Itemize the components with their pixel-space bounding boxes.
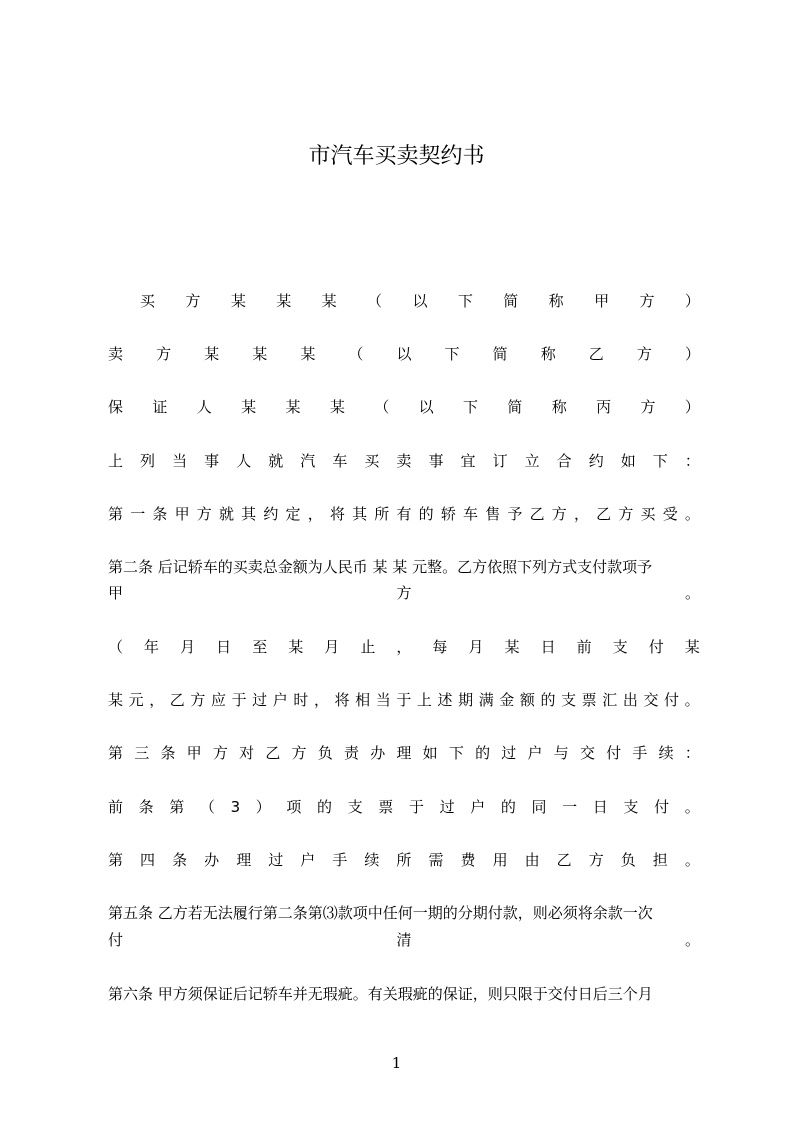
page-number: 1 [391, 1054, 402, 1072]
contract-char: 有 [396, 505, 412, 523]
contract-char: 责 [343, 744, 359, 762]
contract-char: 的 [500, 798, 516, 816]
contract-char: 四 [140, 851, 156, 869]
contract-char: 就 [218, 505, 234, 523]
contract-char: 票 [378, 798, 394, 816]
contract-char: 户 [527, 744, 543, 762]
contract-char: ， [396, 638, 412, 656]
contract-char: 简 [503, 292, 519, 310]
contract-char: 如 [620, 452, 636, 470]
contract-char: 负 [620, 851, 636, 869]
contract-char: 某 [204, 345, 220, 363]
contract-char: 方 [190, 691, 206, 709]
contract-char: 方 [618, 505, 634, 523]
contract-char: ， [313, 691, 329, 709]
contract-char: 办 [204, 851, 220, 869]
contract-char: 支 [561, 691, 577, 709]
contract-char: 卖 [396, 452, 412, 470]
contract-char: 支 [612, 638, 628, 656]
contract-char: 于 [396, 691, 412, 709]
contract-line [108, 929, 700, 951]
contract-char: 条 [138, 798, 154, 816]
contract-char: 甲 [108, 584, 124, 602]
contract-char: 某 [504, 638, 520, 656]
contract-line [108, 343, 700, 365]
contract-char: 前 [576, 638, 592, 656]
contract-char: 乙 [596, 505, 612, 523]
contract-char: 下 [444, 345, 460, 363]
contract-char: 乙 [529, 505, 545, 523]
contract-char: 以 [418, 398, 434, 416]
contract-char: 其 [352, 505, 368, 523]
contract-char: 于 [408, 798, 424, 816]
contract-char: 户 [272, 691, 288, 709]
contract-char: 出 [622, 691, 638, 709]
contract-char: 合 [556, 452, 572, 470]
contract-char: 称 [551, 398, 567, 416]
contract-char: ） [684, 292, 700, 310]
contract-char: 一 [130, 505, 146, 523]
contract-line: 第二条 后记轿车的买卖总金额为人民币 某 某 元整。乙方依照下列方式支付款项予 [108, 558, 653, 576]
contract-char: 负 [317, 744, 333, 762]
contract-char: 列 [140, 452, 156, 470]
contract-char: （ [367, 292, 383, 310]
contract-char: 乙 [169, 691, 185, 709]
contract-char: 证 [152, 398, 168, 416]
contract-char: 方 [588, 851, 604, 869]
contract-char: 方 [291, 744, 307, 762]
contract-char: 前 [108, 798, 124, 816]
contract-char: 的 [475, 744, 491, 762]
contract-char: 交 [579, 744, 595, 762]
contract-char: 就 [268, 452, 284, 470]
contract-char: 买 [364, 452, 380, 470]
contract-char: 的 [317, 798, 333, 816]
contract-char: 3 [230, 798, 241, 816]
contract-char: 方 [156, 345, 172, 363]
contract-char: 称 [548, 292, 564, 310]
contract-char: （ [374, 398, 390, 416]
contract-char: ） [684, 345, 700, 363]
contract-char: 。 [684, 798, 700, 816]
contract-char: 某 [285, 398, 301, 416]
contract-char: 上 [108, 452, 124, 470]
contract-line [108, 582, 700, 604]
contract-char: 轿 [440, 505, 456, 523]
contract-char: ） [255, 798, 271, 816]
contract-char: ： [684, 452, 700, 470]
contract-char: 下 [463, 398, 479, 416]
contract-char: 于 [231, 691, 247, 709]
contract-char: 方 [551, 505, 567, 523]
contract-char: 某 [321, 292, 337, 310]
contract-char: 清 [396, 931, 412, 949]
contract-char: 当 [375, 691, 391, 709]
contract-char: 方 [640, 398, 656, 416]
contract-line: 第六条 甲方须保证后记轿车并无瑕疵。有关瑕疵的保证，则只限于交付日后三个月 [108, 985, 653, 1003]
contract-char: 担 [652, 851, 668, 869]
contract-char: 事 [428, 452, 444, 470]
contract-char: （ [108, 638, 124, 656]
contract-char: 过 [252, 691, 268, 709]
contract-char: 其 [241, 505, 257, 523]
contract-char: 付 [664, 691, 680, 709]
contract-char: 付 [654, 798, 670, 816]
contract-line [108, 742, 700, 764]
contract-char: 支 [623, 798, 639, 816]
contract-char: 受 [662, 505, 678, 523]
contract-char: 条 [160, 744, 176, 762]
contract-char: 定 [285, 505, 301, 523]
contract-char: 用 [492, 851, 508, 869]
contract-char: 事 [204, 452, 220, 470]
contract-char: 约 [588, 452, 604, 470]
contract-char: 元 [128, 691, 144, 709]
contract-char: 理 [236, 851, 252, 869]
contract-line [108, 636, 700, 658]
contract-line [108, 849, 700, 871]
contract-char: 保 [108, 398, 124, 416]
contract-char: 下 [448, 744, 464, 762]
page-title: 市汽车买卖契约书 [308, 144, 485, 169]
contract-char: 相 [355, 691, 371, 709]
contract-char: 。 [684, 851, 700, 869]
contract-char: 乙 [265, 744, 281, 762]
contract-char: 汇 [602, 691, 618, 709]
contract-char: 的 [540, 691, 556, 709]
contract-char: 买 [140, 292, 156, 310]
contract-char: 当 [172, 452, 188, 470]
contract-char: 下 [457, 292, 473, 310]
contract-char: 。 [684, 505, 700, 523]
contract-char: 称 [540, 345, 556, 363]
contract-char: 手 [632, 744, 648, 762]
contract-char: 过 [268, 851, 284, 869]
contract-char: 年 [144, 638, 160, 656]
contract-char: 续 [658, 744, 674, 762]
contract-char: 宜 [460, 452, 476, 470]
contract-char: 三 [134, 744, 150, 762]
contract-char: 车 [463, 505, 479, 523]
contract-char: 甲 [186, 744, 202, 762]
contract-char: 第 [169, 798, 185, 816]
contract-char: 户 [470, 798, 486, 816]
contract-char: 乙 [556, 851, 572, 869]
contract-char: 某 [329, 398, 345, 416]
contract-char: 以 [412, 292, 428, 310]
contract-char: 某 [300, 345, 316, 363]
contract-line [108, 689, 700, 711]
contract-char: 日 [216, 638, 232, 656]
contract-char: 方 [196, 505, 212, 523]
contract-char: 条 [172, 851, 188, 869]
contract-char: 交 [643, 691, 659, 709]
contract-char: 简 [507, 398, 523, 416]
contract-char: 买 [640, 505, 656, 523]
contract-char: 。 [684, 691, 700, 709]
contract-char: 方 [636, 345, 652, 363]
contract-char: 予 [507, 505, 523, 523]
contract-char: 满 [478, 691, 494, 709]
contract-char: 述 [437, 691, 453, 709]
contract-char: 乙 [588, 345, 604, 363]
contract-char: 额 [519, 691, 535, 709]
contract-char: 将 [334, 691, 350, 709]
contract-char: ， [307, 505, 323, 523]
contract-char: 方 [212, 744, 228, 762]
contract-char: 车 [332, 452, 348, 470]
contract-char: ： [684, 744, 700, 762]
contract-char: 丙 [596, 398, 612, 416]
contract-char: 甲 [174, 505, 190, 523]
contract-char: 与 [553, 744, 569, 762]
contract-char: 月 [468, 638, 484, 656]
contract-char: 某 [276, 292, 292, 310]
contract-char: 过 [439, 798, 455, 816]
contract-char: 如 [422, 744, 438, 762]
contract-char: 方 [185, 292, 201, 310]
contract-char: 付 [648, 638, 664, 656]
contract-char: 。 [684, 931, 700, 949]
contract-line [140, 290, 700, 312]
contract-char: 手 [332, 851, 348, 869]
contract-char: 所 [396, 851, 412, 869]
contract-char: ， [149, 691, 165, 709]
contract-char: 人 [196, 398, 212, 416]
contract-char: 金 [499, 691, 515, 709]
contract-char: 办 [370, 744, 386, 762]
contract-char: 售 [485, 505, 501, 523]
contract-char: 支 [347, 798, 363, 816]
contract-line [108, 503, 700, 525]
contract-char: 一 [562, 798, 578, 816]
contract-char: 所 [374, 505, 390, 523]
contract-char: 同 [531, 798, 547, 816]
contract-char: 某 [241, 398, 257, 416]
contract-char: 日 [592, 798, 608, 816]
contract-char: 某 [684, 638, 700, 656]
contract-line [108, 450, 700, 472]
contract-char: 付 [108, 931, 124, 949]
contract-char: 理 [396, 744, 412, 762]
contract-char: 立 [524, 452, 540, 470]
contract-char: 方 [639, 292, 655, 310]
contract-char: 月 [324, 638, 340, 656]
contract-char: 甲 [594, 292, 610, 310]
contract-char: 止 [360, 638, 376, 656]
contract-char: 简 [492, 345, 508, 363]
contract-char: 应 [210, 691, 226, 709]
contract-char: 至 [252, 638, 268, 656]
contract-char: 日 [540, 638, 556, 656]
contract-char: 下 [652, 452, 668, 470]
contract-char: 的 [418, 505, 434, 523]
contract-char: （ [348, 345, 364, 363]
contract-char: 项 [286, 798, 302, 816]
contract-char: 需 [428, 851, 444, 869]
contract-char: 第 [108, 505, 124, 523]
contract-char: 月 [180, 638, 196, 656]
contract-char: 方 [396, 584, 412, 602]
contract-char: 汽 [300, 452, 316, 470]
contract-char: 付 [606, 744, 622, 762]
contract-char: ） [684, 398, 700, 416]
contract-char: 人 [236, 452, 252, 470]
contract-char: 卖 [108, 345, 124, 363]
contract-char: （ [199, 798, 215, 816]
contract-char: ， [573, 505, 589, 523]
contract-char: 某 [108, 691, 124, 709]
contract-char: 某 [252, 345, 268, 363]
contract-char: 某 [230, 292, 246, 310]
contract-char: 上 [416, 691, 432, 709]
contract-char: 期 [458, 691, 474, 709]
contract-char: 续 [364, 851, 380, 869]
contract-char: 费 [460, 851, 476, 869]
contract-line: 第五条 乙方若无法履行第二条第⑶款项中任何一期的分期付款，则必须将余款一次 [108, 904, 653, 922]
contract-char: 将 [329, 505, 345, 523]
contract-char: 由 [524, 851, 540, 869]
contract-char: 过 [501, 744, 517, 762]
contract-char: 户 [300, 851, 316, 869]
contract-line [108, 396, 700, 418]
contract-char: 某 [288, 638, 304, 656]
contract-char: 条 [152, 505, 168, 523]
contract-char: 时 [293, 691, 309, 709]
contract-char: 以 [396, 345, 412, 363]
contract-char: 。 [684, 584, 700, 602]
contract-char: 每 [432, 638, 448, 656]
contract-char: 第 [108, 851, 124, 869]
contract-char: 票 [581, 691, 597, 709]
contract-char: 订 [492, 452, 508, 470]
contract-line [108, 796, 700, 818]
contract-char: 约 [263, 505, 279, 523]
contract-char: 对 [239, 744, 255, 762]
contract-char: 第 [108, 744, 124, 762]
